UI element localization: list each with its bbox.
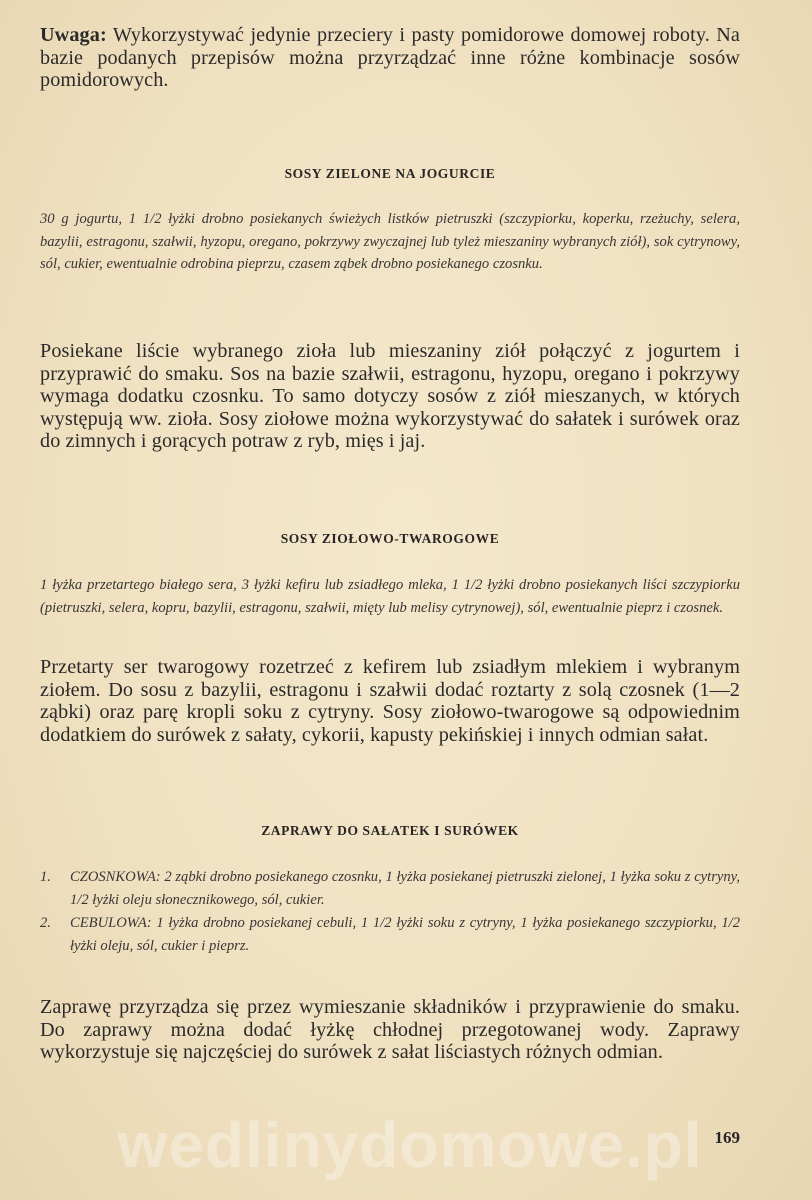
method-herb-curd-sauces: Przetarty ser twarogowy rozetrzeć z kefirem lub zsiadłym mlekiem i wybranym ziołem. Do sosu z bazylii, estragonu i szałwii dodać roztarty z solą czosnek (1—2 ząbki) oraz parę kropli soku z cytryny. Sosy ziołowo-twarogowe są odpowiednim dodatkiem do surówek z sałaty, cykorii, kapusty pekińskiej i innych odmian sałat.: [40, 656, 740, 746]
section-heading-herb-curd-sauces: SOSY ZIOŁOWO-TWAROGOWE: [280, 531, 500, 546]
note-text: Wykorzystywać jedynie przeciery i pasty pomidorowe domowej roboty. Na bazie podanych przepisów można przyrządzać inne różne kombinacje sosów pomidorowych.: [40, 24, 740, 92]
dressing-list: [40, 866, 740, 958]
method-dressings: Zaprawę przyrządza się przez wymieszanie składników i przyprawienie do smaku. Do zaprawy można dodać łyżkę chłodnej przegotowanej wody. Zaprawy wykorzystuje się najczęściej do surówek z sałat liściastych różnych odmian.: [40, 996, 740, 1064]
list-item-number: 1.: [40, 869, 51, 885]
list-item-number: 2.: [40, 915, 51, 931]
note-paragraph: [40, 24, 740, 92]
list-item-text: CEBULOWA: 1 łyżka drobno posiekanej cebuli, 1 1/2 łyżki soku z cytryny, 1 łyżka posiekanego szczypiorku, 1/2 łyżki oleju, sól, cukier i pieprz.: [70, 915, 740, 954]
method-green-sauces: Posiekane liście wybranego zioła lub mieszaniny ziół połączyć z jogurtem i przyprawić do smaku. Sos na bazie szałwii, estragonu, hyzopu, oregano i pokrzywy wymaga dodatku czosnku. To samo dotyczy sosów z ziół mieszanych, w których występują ww. zioła. Sosy ziołowe można wykorzystywać do sałatek i surówek oraz do zimnych i gorących potraw z ryb, mięs i jaj.: [40, 340, 740, 453]
watermark: wedlinydomowe.pl: [117, 1109, 703, 1181]
ingredients-green-sauces: 30 g jogurtu, 1 1/2 łyżki drobno posiekanych świeżych listków pietruszki (szczypiorku, koperku, rzeżuchy, selera, bazylii, estragonu, szałwii, hyzopu, oregano, pokrzywy zwyczajnej lub tyleż mieszaniny wybranych ziół), sok cytrynowy, sól, cukier, ewentualnie odrobina pieprzu, czasem ząbek drobno posiekanego czosnku.: [40, 211, 740, 272]
section-heading-dressings: ZAPRAWY DO SAŁATEK I SURÓWEK: [261, 823, 519, 838]
list-item: [40, 912, 740, 958]
page-number: 169: [714, 1128, 740, 1147]
list-item: [40, 866, 740, 912]
list-item-text: CZOSNKOWA: 2 ząbki drobno posiekanego czosnku, 1 łyżka posiekanej pietruszki zielonej, 1 łyżka soku z cytryny, 1/2 łyżki oleju słonecznikowego, sól, cukier.: [70, 869, 740, 908]
section-heading-green-sauces: SOSY ZIELONE NA JOGURCIE: [284, 166, 496, 181]
note-lead: Uwaga:: [40, 24, 107, 46]
ingredients-herb-curd-sauces: 1 łyżka przetartego białego sera, 3 łyżki kefiru lub zsiadłego mleka, 1 1/2 łyżki drobno posiekanych liści szczypiorku (pietruszki, selera, kopru, bazylii, estragonu, szałwii, mięty lub melisy cytrynowej), sól, ewentualnie pieprz i czosnek.: [40, 577, 740, 616]
